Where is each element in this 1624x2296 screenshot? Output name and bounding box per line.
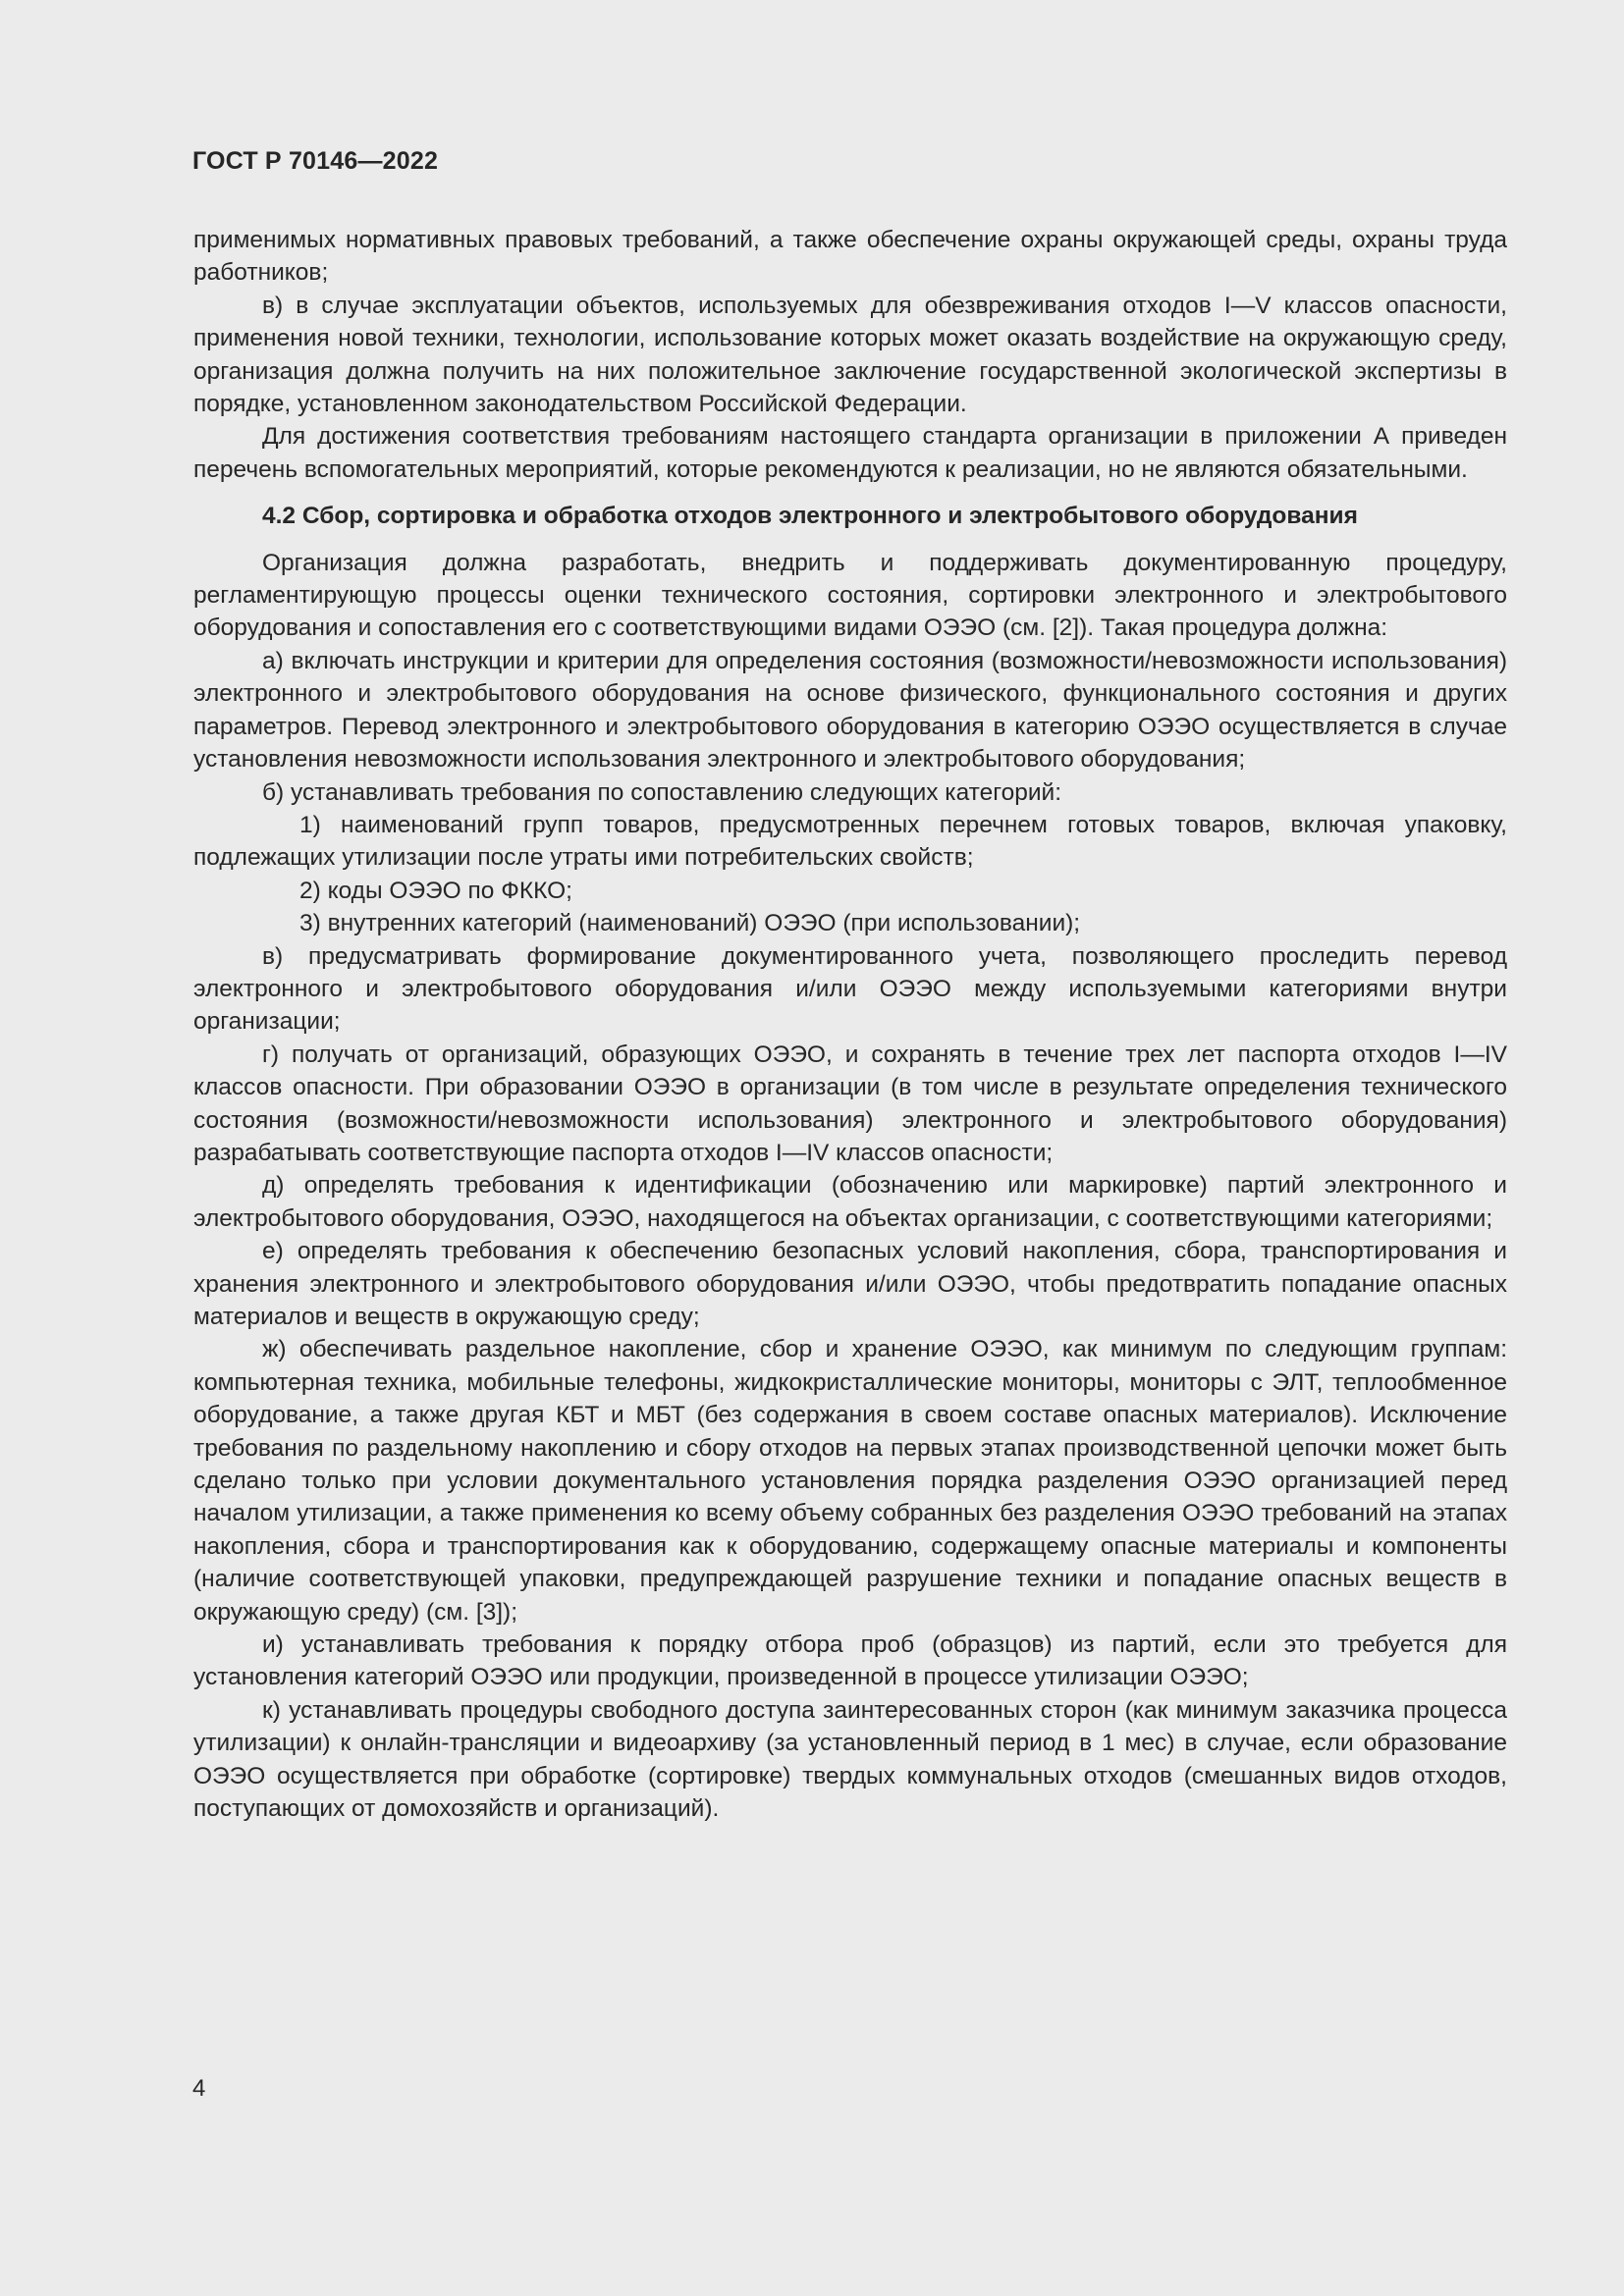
sublist-item-3: 3) внутренних категорий (наименований) ОЭЭО (при использовании);: [299, 910, 1081, 937]
list-item-v-intro: в) в случае эксплуатации объектов, используемых для обезвреживания отходов I—V классов опасности, применения новой техники, технологии, использование которых может оказать воздействие на окружающую среду, организация должна получить на них положительное заключение государственной экологической экспертизы в порядке, установленном законодательством Российской Федерации.: [193, 292, 1507, 418]
list-item-b: б) устанавливать требования по сопоставлению следующих категорий:: [262, 778, 1062, 806]
list-item-v: в) предусматривать формирование документированного учета, позволяющего проследить перевод электронного и электробытового оборудования и/или ОЭЭО между используемыми категориями внутри организации;: [193, 942, 1507, 1036]
list-item-e: е) определять требования к обеспечению безопасных условий накопления, сбора, транспортирования и хранения электронного и электробытового оборудования и/или ОЭЭО, чтобы предотвратить попадание опасных материалов и веществ в окружающую среду;: [193, 1238, 1507, 1330]
list-item-k: к) устанавливать процедуры свободного доступа заинтересованных сторон (как минимум заказчика процесса утилизации) к онлайн-трансляции и видеоархиву (за установленный период в 1 мес) в случае, если образование ОЭЭО осуществляется при обработке (сортировке) твердых коммунальных отходов (смешанных видов отходов, поступающих от домохозяйств и организаций).: [193, 1696, 1507, 1823]
paragraph-procedure-lead: Организация должна разработать, внедрить и поддерживать документированную процедуру, регламентирующую процессы оценки технического состояния, сортировки электронного и электробытового оборудования и сопоставления его с соответствующими видами ОЭЭО (см. [2]). Такая процедура должна:: [193, 549, 1507, 642]
document-code-header: ГОСТ Р 70146—2022: [192, 147, 439, 175]
list-item-d: д) определять требования к идентификации (обозначению или маркировке) партий электронного и электробытового оборудования, ОЭЭО, находящегося на объектах организации, с соответствующими категориями;: [193, 1172, 1507, 1232]
list-item-i: и) устанавливать требования к порядку отбора проб (образцов) из партий, если это требуется для установления категорий ОЭЭО или продукции, произведенной в процессе утилизации ОЭЭО;: [193, 1631, 1507, 1691]
sublist-item-2: 2) коды ОЭЭО по ФККО;: [299, 877, 572, 904]
paragraph-intro-continuation: применимых нормативных правовых требований, а также обеспечение охраны окружающей среды, охраны труда работников;: [193, 227, 1507, 287]
sublist-item-1: 1) наименований групп товаров, предусмотренных перечнем готовых товаров, включая упаковку, подлежащих утилизации после утраты ими потребительских свойств;: [193, 811, 1507, 872]
section-heading-4-2: 4.2 Сбор, сортировка и обработка отходов электронного и электробытового оборудования: [262, 503, 1358, 530]
page-number: 4: [192, 2075, 206, 2102]
document-body: [193, 224, 1507, 1826]
list-item-zh: ж) обеспечивать раздельное накопление, сбор и хранение ОЭЭО, как минимум по следующим группам: компьютерная техника, мобильные телефоны, жидкокристаллические мониторы, мониторы с ЭЛТ, теплообменное оборудование, а также другая КБТ и МБТ (без содержания в своем составе опасных материалов). Исключение требования по раздельному накоплению и сбору отходов на первых этапах производственной цепочки может быть сделано только при условии документального установления порядка разделения ОЭЭО организацией перед началом утилизации, а также применения ко всему объему собранных без разделения ОЭЭО требований на этапах накопления, сбора и транспортирования как к оборудованию, содержащему опасные материалы и компоненты (наличие соответствующей упаковки, предупреждающей разрушение техники и попадание опасных веществ в окружающую среду) (см. [3]);: [193, 1336, 1507, 1626]
list-item-g: г) получать от организаций, образующих ОЭЭО, и сохранять в течение трех лет паспорта отходов I—IV классов опасности. При образовании ОЭЭО в организации (в том числе в результате определения технического состояния (возможности/невозможности использования) электронного и электробытового оборудования) разрабатывать соответствующие паспорта отходов I—IV классов опасности;: [193, 1041, 1507, 1166]
list-item-a: а) включать инструкции и критерии для определения состояния (возможности/невозможности использования) электронного и электробытового оборудования на основе физического, функционального состояния и других параметров. Перевод электронного и электробытового оборудования в категорию ОЭЭО осуществляется в случае установления невозможности использования электронного и электробытового оборудования;: [193, 647, 1507, 774]
paragraph-annex-note: Для достижения соответствия требованиям настоящего стандарта организации в приложении А приведен перечень вспомогательных мероприятий, которые рекомендуются к реализации, но не являются обязательными.: [193, 423, 1507, 483]
